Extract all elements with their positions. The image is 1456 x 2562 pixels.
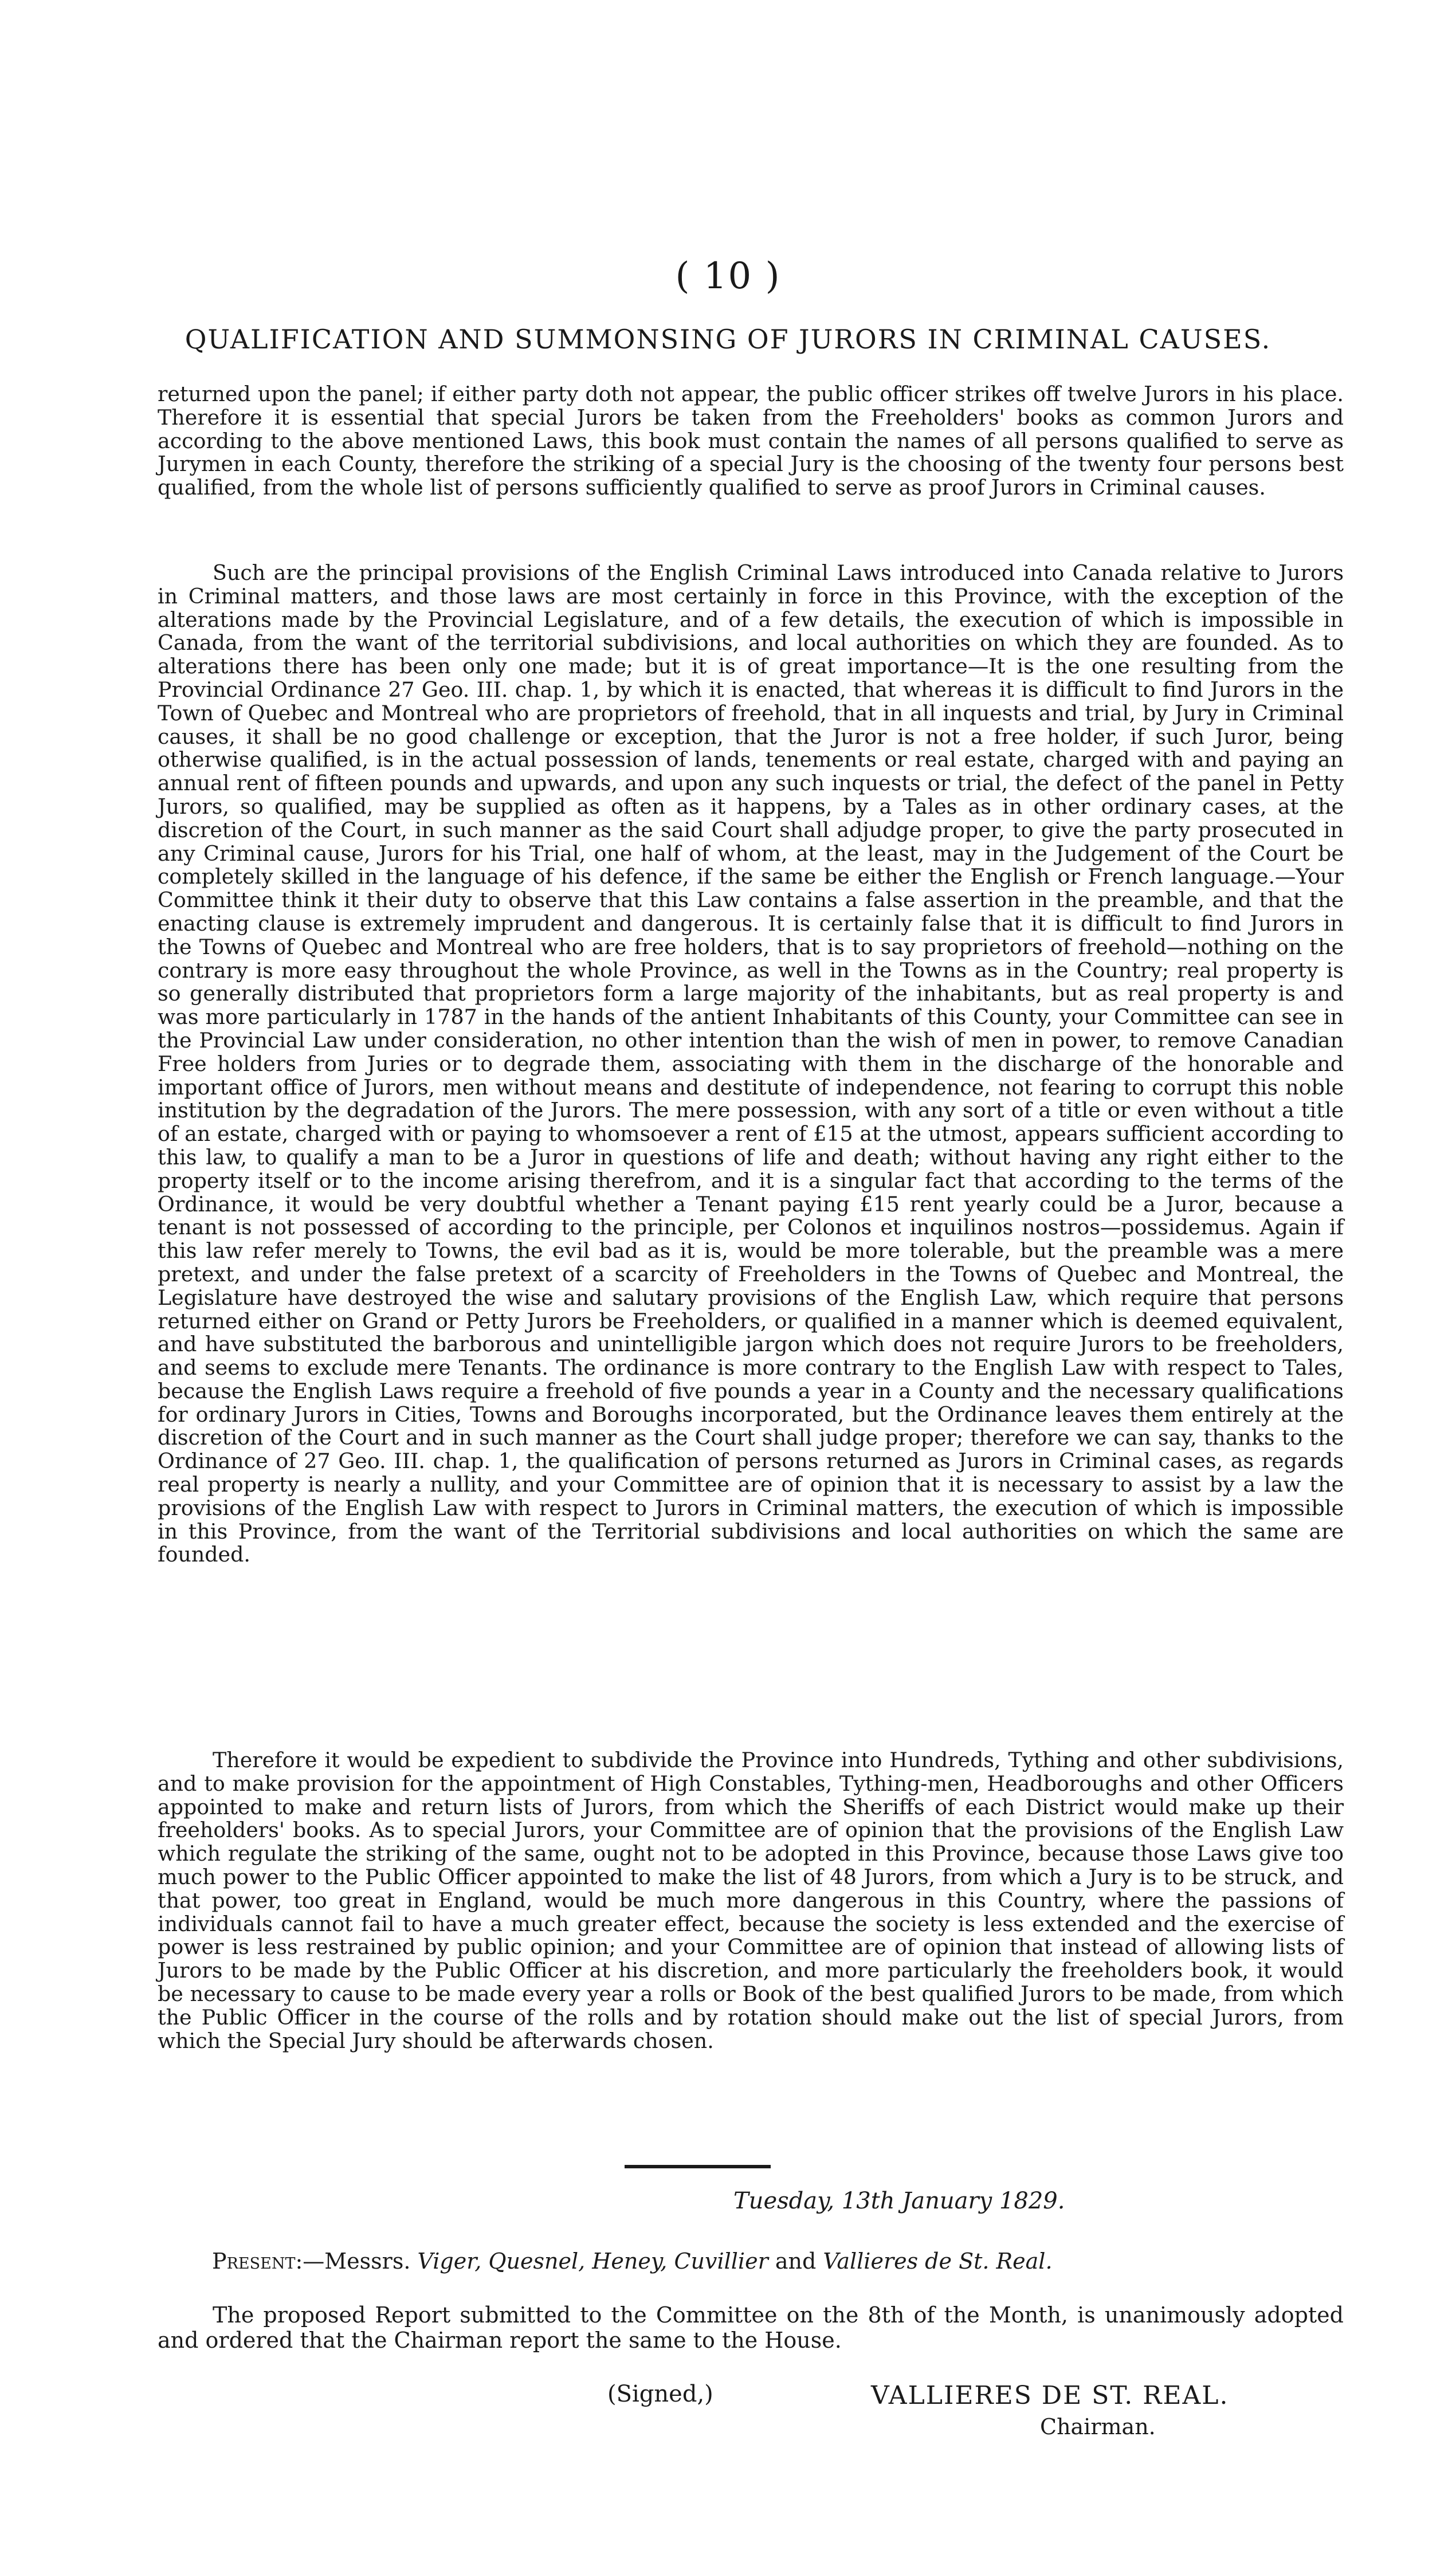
page-title: QUALIFICATION AND SUMMONSING OF JURORS IN CRIMINAL CAUSES. xyxy=(185,324,1271,355)
signed-label: (Signed,) xyxy=(607,2381,713,2407)
paragraph-opening: returned upon the panel; if either party doth not appear, the public officer strikes off twelve Jurors in his place. Therefore it is essential that special Jurors be taken from the Freeholders' books as common Jurors and according to the above mentioned Laws, this book must contain the names of all persons qualified to serve as Jurymen in each County, therefore the striking of a special Jury is the choosing of the twenty four persons best qualified, from the whole list of persons sufficiently qualified to serve as proof Jurors in Criminal causes. xyxy=(158,382,1344,500)
resolution-text: The proposed Report submitted to the Committee on the 8th of the Month, is unanimously adopted and ordered that the Chairman report the same to the House. xyxy=(158,2302,1344,2353)
present-separator: :—Messrs. xyxy=(295,2249,411,2274)
signatory-title: Chairman. xyxy=(1040,2414,1156,2439)
members-list-last: Vallieres de St. Real. xyxy=(823,2249,1053,2274)
present-label: Present xyxy=(212,2249,296,2274)
present-members-line xyxy=(212,2249,1358,2274)
section-divider xyxy=(625,2165,771,2168)
paragraph-recommendations: Therefore it would be expedient to subdivide the Province into Hundreds, Tything and other subdivisions, and to make provision for the appointment of High Constables, Tything-men, Headboroughs and other Officers appointed to make and return lists of Jurors, from which the Sheriffs of each District would make up their freeholders' books. As to special Jurors, your Committee are of opinion that the provisions of the English Law which regulate the striking of the same, ought not to be adopted in this Province, because those Laws give too much power to the Public Officer appointed to make the list of 48 Jurors, from which a Jury is to be struck, and that power, too great in England, would be much more dangerous in this Country, where the passions of individuals cannot fail to have a much greater effect, because the society is less extended and the exercise of power is less restrained by public opinion; and your Committee are of opinion that instead of allowing lists of Jurors to be made by the Public Officer at his discretion, and more particularly the freeholders book, it would be necessary to cause to be made every year a rolls or Book of the best qualified Jurors to be made, from which the Public Officer in the course of the rolls and by rotation should make out the list of special Jurors, from which the Special Jury should be afterwards chosen. xyxy=(158,1748,1344,2053)
members-list: Viger, Quesnel, Heney, Cuvillier xyxy=(417,2249,768,2274)
page-number: ( 10 ) xyxy=(675,255,781,297)
signatory-name: VALLIERES DE ST. REAL. xyxy=(871,2381,1229,2410)
members-joiner: and xyxy=(775,2249,817,2274)
meeting-date: Tuesday, 13th January 1829. xyxy=(733,2188,1065,2214)
paragraph-provisions: Such are the principal provisions of the English Criminal Laws introduced into Canada relative to Jurors in Criminal matters, and those laws are most certainly in force in this Province, with the exception of the alterations made by the Provincial Legislature, and of a few details, the execution of which is impossible in Canada, from the want of the territorial subdivisions, and local authorities on which they are founded. As to alterations there has been only one made; but it is of great importance—It is the one resulting from the Provincial Ordinance 27 Geo. III. chap. 1, by which it is enacted, that whereas it is difficult to find Jurors in the Town of Quebec and Montreal who are proprietors of freehold, that in all inquests and trial, by Jury in Criminal causes, it shall be no good challenge or exception, that the Juror is not a free holder, if such Juror, being otherwise qualified, is in the actual possession of lands, tenements or real estate, charged with and paying an annual rent of fifteen pounds and upwards, and upon any such inquests or trial, the defect of the panel in Petty Jurors, so qualified, may be supplied as often as it happens, by a Tales as in other ordinary cases, at the discretion of the Court, in such manner as the said Court shall adjudge proper, to give the party prosecuted in any Criminal cause, Jurors for his Trial, one half of whom, at the least, may in the Judgement of the Court be completely skilled in the language of his defence, if the same be either the English or French language.—Your Committee think it their duty to observe that this Law contains a false assertion in the preamble, and that the enacting clause is extremely imprudent and dangerous. It is certainly false that it is difficult to find Jurors in the Towns of Quebec and Montreal who are free holders, that is to say proprietors of freehold—nothing on the contrary is more easy throughout the whole Province, as well in the Towns as in the Country; real property is so generally distributed that proprietors form a large majority of the inhabitants, but as real property is and was more particularly in 1787 in the hands of the antient Inhabitants of this County, your Committee can see in the Provincial Law under consideration, no other intention than the wish of men in power, to remove Canadian Free holders from Juries or to degrade them, associating with them in the discharge of the honorable and important office of Jurors, men without means and destitute of independence, not fearing to corrupt this noble institution by the degradation of the Jurors. The mere possession, with any sort of a title or even without a title of an estate, charged with or paying to whomsoever a rent of £15 at the utmost, appears sufficient according to this law, to qualify a man to be a Juror in questions of life and death; without having any right either to the property itself or to the income arising therefrom, and it is a singular fact that according to the terms of the Ordinance, it would be very doubtful whether a Tenant paying £15 rent yearly could be a Juror, because a tenant is not possessed of according to the principle, per Colonos et inquilinos nostros—possidemus. Again if this law refer merely to Towns, the evil bad as it is, would be more tolerable, but the preamble was a mere pretext, and under the false pretext of a scarcity of Freeholders in the Towns of Quebec and Montreal, the Legislature have destroyed the wise and salutary provisions of the English Law, which require that persons returned either on Grand or Petty Jurors be Freeholders, or qualified in a manner which is deemed equivalent, and have substituted the barborous and unintelligible jargon which does not require Jurors to be freeholders, and seems to exclude mere Tenants. The ordinance is more contrary to the English Law with respect to Tales, because the English Laws require a freehold of five pounds a year in a County and the necessary qualifications for ordinary Jurors in Cities, Towns and Boroughs incorporated, but the Ordinance leaves them entirely at the discretion of the Court and in such manner as the Court shall judge proper; therefore we can say, thanks to the Ordinance of 27 Geo. III. chap. 1, the qualification of persons returned as Jurors in Criminal cases, as regards real property is nearly a nullity, and your Committee are of opinion that it is necessary to assist by a law the provisions of the English Law with respect to Jurors in Criminal matters, the execution of which is impossible in this Province, from the want of the Territorial subdivisions and local authorities on which the same are founded. xyxy=(158,560,1344,1567)
